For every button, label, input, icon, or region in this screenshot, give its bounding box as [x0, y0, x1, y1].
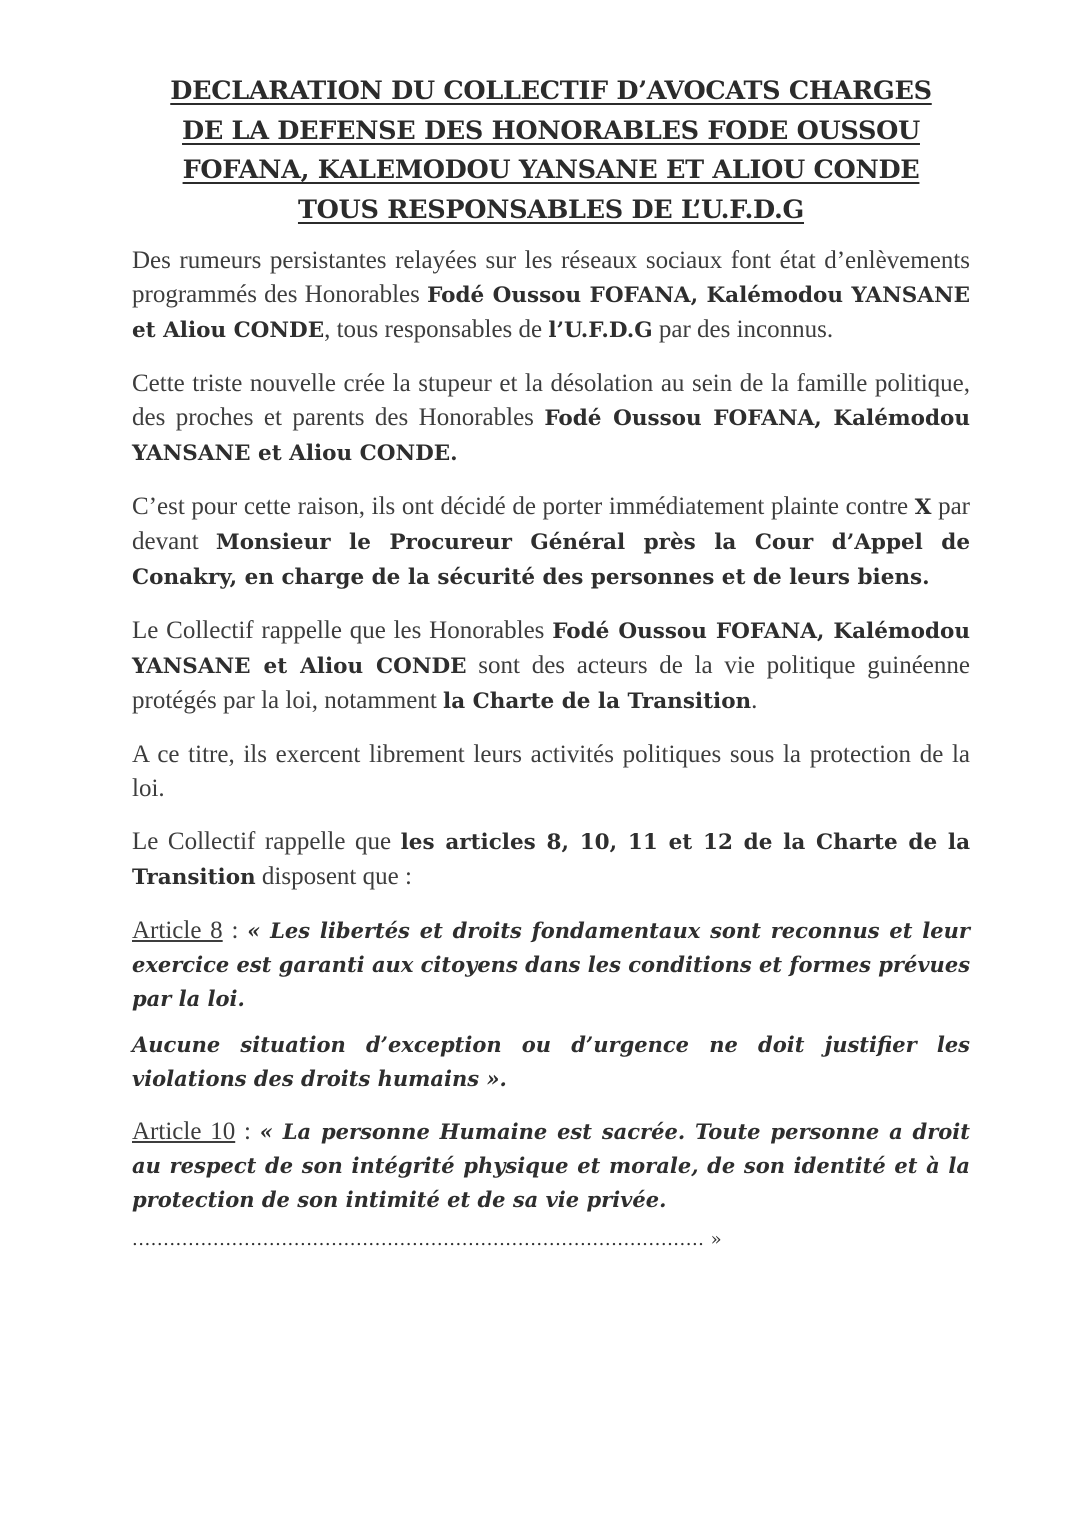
article-10 [132, 1115, 970, 1217]
text: disposent que : [255, 863, 412, 890]
title-line: DECLARATION DU COLLECTIF D’AVOCATS CHARGES [170, 76, 932, 106]
names-bold: Fodé Oussou FOFANA, Kalémodou YANSANE et Aliou CONDE. [132, 406, 970, 466]
text: , tous responsables de [324, 316, 549, 343]
text: C’est pour cette raison, ils ont décidé de porter immédiatement plainte contre [132, 493, 915, 520]
paragraph-plainte [132, 490, 970, 595]
article-10-label: Article 10 [132, 1118, 236, 1145]
article-8-label: Article 8 [132, 917, 223, 944]
paragraph-nouvelle [132, 367, 970, 471]
document-title [132, 72, 970, 230]
paragraph-titre: A ce titre, ils exercent librement leurs activités politiques sous la protection de la loi. [132, 741, 970, 802]
paragraph-rumeurs [132, 244, 970, 348]
article-10-text: « La personne Humaine est sacrée. Toute personne a droit au respect de son intégrité physique et morale, de son identité et à la protection de son intimité et de sa vie privée. [132, 1119, 970, 1212]
articles-bold: les articles 8, 10, 11 et 12 de la Charte de la Transition [132, 830, 971, 890]
separator: : [222, 917, 248, 944]
article-8-text: « Les libertés et droits fondamentaux sont reconnus et leur exercice est garanti aux citoyens dans les conditions et formes prévues par la loi. [132, 918, 971, 1011]
text: Le Collectif rappelle que [132, 828, 401, 855]
separator: : [235, 1118, 260, 1145]
article-8-text-continued: Aucune situation d’exception ou d’urgence ne doit justifier les violations des droits humains ». [132, 1032, 970, 1091]
party-bold: l’U.F.D.G [548, 318, 653, 343]
text: Le Collectif rappelle que les Honorables [132, 617, 553, 644]
charte-bold: la Charte de la Transition [443, 689, 752, 714]
title-line: DE LA DEFENSE DES HONORABLES FODE OUSSOU [182, 115, 920, 146]
text: Cette triste nouvelle crée la stupeur et la désolation au sein de la famille politique, des proches et parents des Honorables [132, 370, 970, 431]
title-line: TOUS RESPONSABLES DE L’U.F.D.G [297, 194, 805, 225]
text: Des rumeurs persistantes relayées sur les réseaux sociaux font état d’enlèvements programmés des Honorables [132, 247, 970, 308]
text: sont des acteurs de la vie politique guinéenne protégés par la loi, notamment [132, 652, 970, 714]
document-page [132, 72, 970, 1250]
x-bold: X [914, 495, 932, 520]
text: par devant [132, 493, 971, 555]
paragraph-collectif [132, 614, 970, 719]
text: . [751, 687, 758, 714]
text: par des inconnus. [652, 316, 834, 343]
paragraph-articles [132, 825, 970, 895]
names-bold: Fodé Oussou FOFANA, Kalémodou YANSANE et Aliou CONDE [132, 283, 970, 343]
procureur-bold: Monsieur le Procureur Général près la Cour d’Appel de Conakry, en charge de la sécurité des personnes et de leurs biens. [132, 530, 971, 590]
names-bold: Fodé Oussou FOFANA, Kalémodou YANSANE et Aliou CONDE [132, 619, 970, 679]
article-8 [132, 914, 970, 1016]
ellipsis-line: ............................................................................................ » [132, 1229, 723, 1250]
title-line: FOFANA, KALEMODOU YANSANE ET ALIOU CONDE [182, 155, 920, 185]
